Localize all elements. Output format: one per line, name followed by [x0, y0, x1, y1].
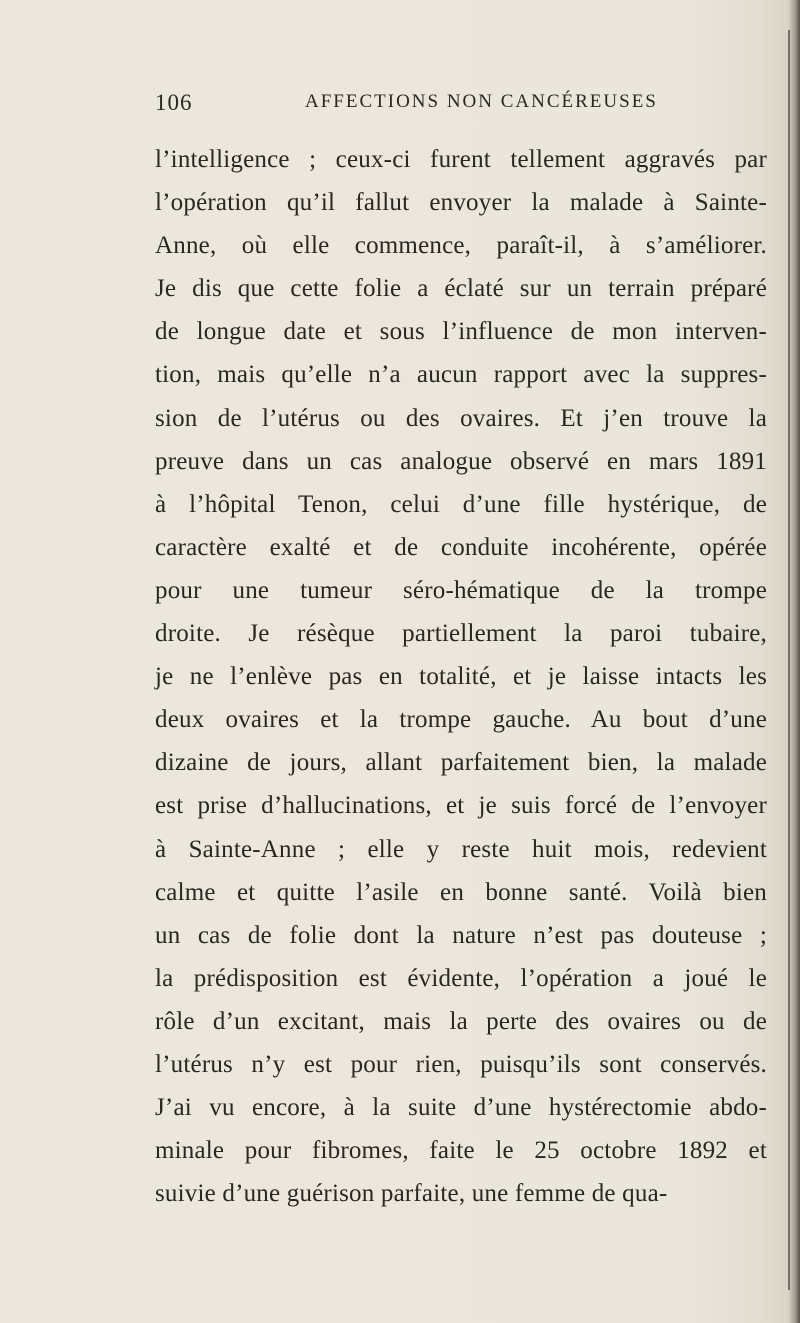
text-line: de longue date et sous l’influence de mon interven-	[155, 318, 767, 346]
text-line: l’utérus n’y est pour rien, puisqu’ils sont conservés.	[155, 1050, 767, 1078]
page-number: 106	[155, 90, 193, 115]
page-header	[155, 90, 755, 120]
text-line: minale pour fibromes, faite le 25 octobre 1892 et	[155, 1137, 767, 1165]
text-line: sion de l’utérus ou des ovaires. Et j’en trouve la	[155, 404, 767, 432]
body-text	[155, 138, 767, 1215]
text-line: Je dis que cette folie a éclaté sur un terrain préparé	[155, 275, 767, 303]
text-line: la prédisposition est évidente, l’opération a joué le	[155, 964, 767, 992]
text-line: est prise d’hallucinations, et je suis forcé de l’envoyer	[155, 792, 767, 820]
text-line: J’ai vu encore, à la suite d’une hystérectomie abdo-	[155, 1094, 767, 1122]
text-line: suivie d’une guérison parfaite, une femme de qua-	[155, 1180, 668, 1208]
text-line: à Sainte-Anne ; elle y reste huit mois, redevient	[155, 835, 767, 863]
page-edge-shadow	[788, 0, 800, 1323]
text-line: preuve dans un cas analogue observé en mars 1891	[155, 447, 767, 475]
text-line: à l’hôpital Tenon, celui d’une fille hystérique, de	[155, 490, 767, 518]
text-line: Anne, où elle commence, paraît-il, à s’améliorer.	[155, 232, 767, 260]
text-line: rôle d’un excitant, mais la perte des ovaires ou de	[155, 1007, 767, 1035]
text-line: je ne l’enlève pas en totalité, et je laisse intacts les	[155, 663, 767, 691]
text-line: l’opération qu’il fallut envoyer la malade à Sainte-	[155, 189, 767, 217]
text-line: calme et quitte l’asile en bonne santé. Voilà bien	[155, 878, 767, 906]
text-line: dizaine de jours, allant parfaitement bien, la malade	[155, 749, 767, 777]
text-line: deux ovaires et la trompe gauche. Au bout d’une	[155, 706, 767, 734]
text-line: tion, mais qu’elle n’a aucun rapport avec la suppres-	[155, 361, 767, 389]
text-line: pour une tumeur séro-hématique de la trompe	[155, 576, 767, 604]
text-line: droite. Je résèque partiellement la paroi tubaire,	[155, 620, 767, 648]
text-line: caractère exalté et de conduite incohérente, opérée	[155, 533, 767, 561]
running-title: AFFECTIONS NON CANCÉREUSES	[305, 91, 658, 112]
text-line: l’intelligence ; ceux-ci furent tellement aggravés par	[155, 146, 767, 173]
text-line: un cas de folie dont la nature n’est pas douteuse ;	[155, 921, 767, 949]
